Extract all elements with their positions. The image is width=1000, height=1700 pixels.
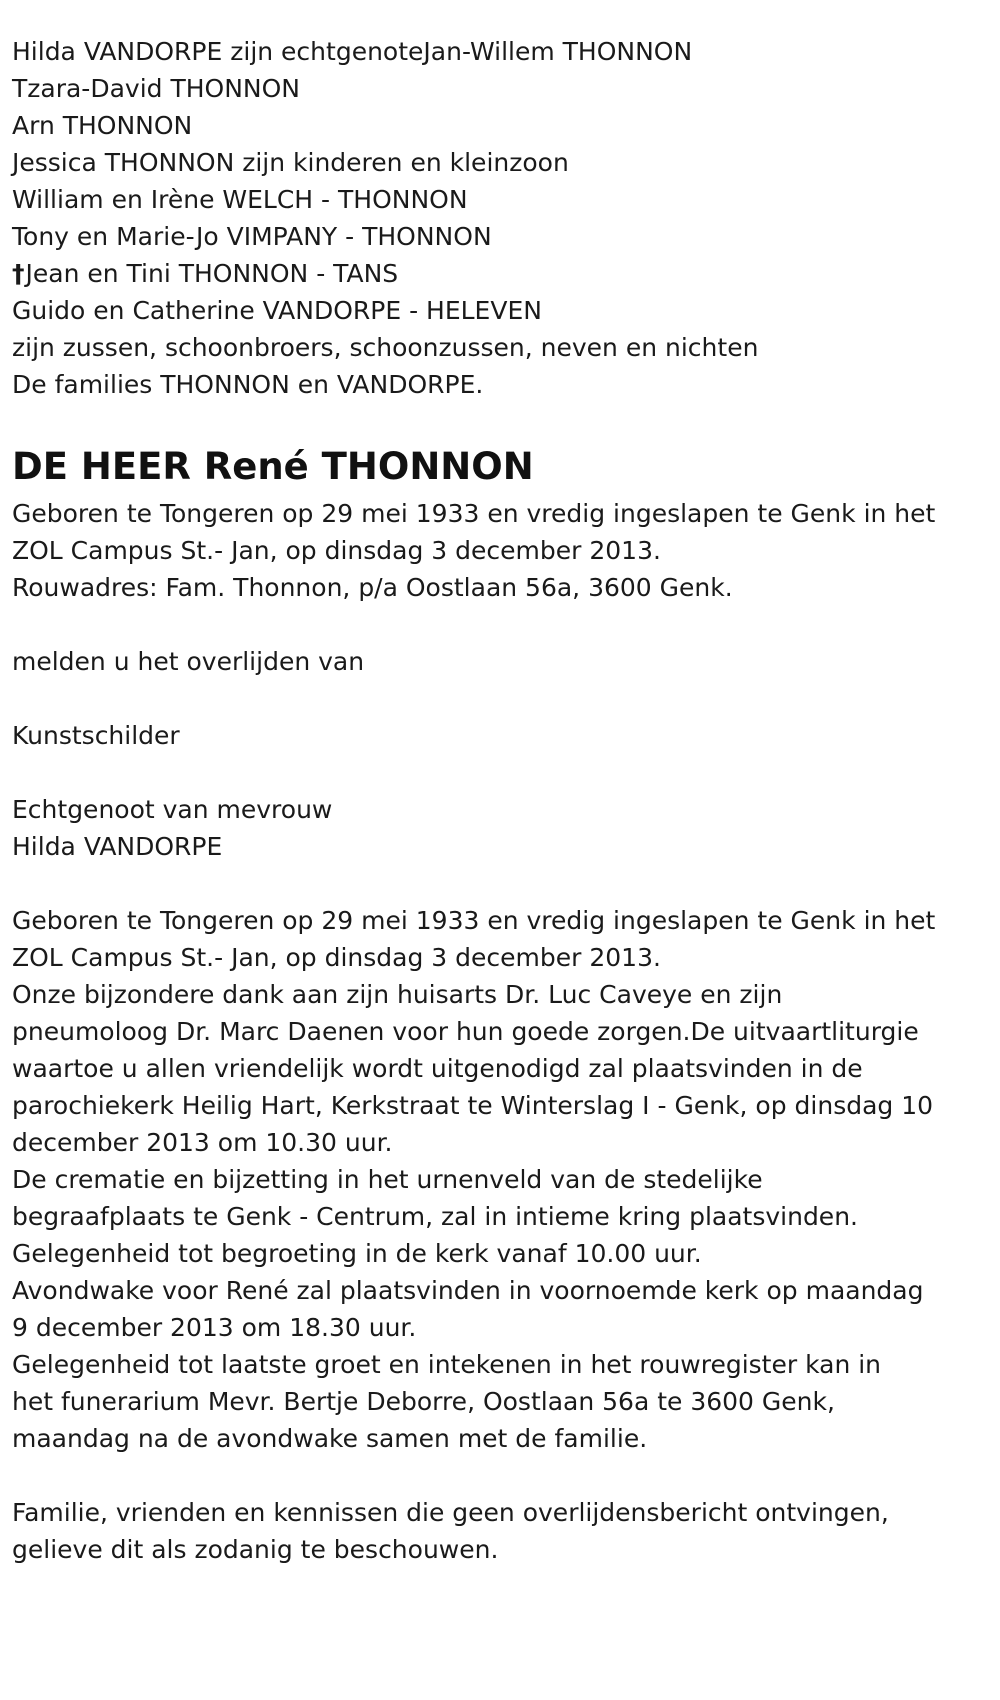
spacer [12,754,1000,791]
deceased-summary [12,495,1000,606]
details-line: pneumoloog Dr. Marc Daenen voor hun goede zorgen.De uitvaartliturgie [12,1017,919,1046]
family-line: William en Irène WELCH - THONNON [12,185,468,214]
details-line: ZOL Campus St.- Jan, op dinsdag 3 december 2013. [12,943,661,972]
details-line: het funerarium Mevr. Bertje Deborre, Oostlaan 56a te 3600 Genk, [12,1387,835,1416]
family-line: Arn THONNON [12,111,193,140]
spouse-label: Echtgenoot van mevrouw [12,795,333,824]
details-line: Geboren te Tongeren op 29 mei 1933 en vredig ingeslapen te Genk in het [12,906,936,935]
details-line: Gelegenheid tot begroeting in de kerk vanaf 10.00 uur. [12,1239,702,1268]
spacer [12,865,1000,902]
details-line: waartoe u allen vriendelijk wordt uitgenodigd zal plaatsvinden in de [12,1054,863,1083]
family-line: zijn zussen, schoonbroers, schoonzussen, neven en nichten [12,333,759,362]
mourning-address: Rouwadres: Fam. Thonnon, p/a Oostlaan 56a, 3600 Genk. [12,573,733,602]
details-line: De crematie en bijzetting in het urnenveld van de stedelijke [12,1165,763,1194]
family-line: Jessica THONNON zijn kinderen en kleinzoon [12,148,569,177]
family-line: Hilda VANDORPE zijn echtgenoteJan-Willem THONNON [12,37,693,66]
spacer [12,606,1000,643]
spouse-block [12,791,1000,865]
family-list [12,33,1000,403]
announcement [12,643,1000,680]
spouse-name: Hilda VANDORPE [12,832,223,861]
cross-icon: † [12,259,25,288]
details-line: Avondwake voor René zal plaatsvinden in voornoemde kerk op maandag [12,1276,924,1305]
closing-line: Familie, vrienden en kennissen die geen overlijdensbericht ontvingen, [12,1498,889,1527]
details-line: begraafplaats te Genk - Centrum, zal in intieme kring plaatsvinden. [12,1202,858,1231]
details-block [12,902,1000,1457]
closing-block [12,1494,1000,1568]
closing-line: gelieve dit als zodanig te beschouwen. [12,1535,499,1564]
details-line: maandag na de avondwake samen met de familie. [12,1424,648,1453]
announcement-text: melden u het overlijden van [12,647,365,676]
family-line: De families THONNON en VANDORPE. [12,370,484,399]
birth-death-line: Geboren te Tongeren op 29 mei 1933 en vredig ingeslapen te Genk in het [12,499,936,528]
details-line: parochiekerk Heilig Hart, Kerkstraat te Winterslag I - Genk, op dinsdag 10 [12,1091,934,1120]
birth-death-line: ZOL Campus St.- Jan, op dinsdag 3 december 2013. [12,536,661,565]
family-line: Tony en Marie-Jo VIMPANY - THONNON [12,222,492,251]
family-line-deceased [12,255,1000,292]
spacer [12,680,1000,717]
details-line: december 2013 om 10.30 uur. [12,1128,393,1157]
family-line: Tzara-David THONNON [12,74,300,103]
profession-text: Kunstschilder [12,721,180,750]
deceased-title: DE HEER René THONNON [12,445,534,488]
details-line: Gelegenheid tot laatste groet en intekenen in het rouwregister kan in [12,1350,882,1379]
details-line: Onze bijzondere dank aan zijn huisarts Dr. Luc Caveye en zijn [12,980,783,1009]
family-line: Guido en Catherine VANDORPE - HELEVEN [12,296,542,325]
spacer [12,1457,1000,1494]
profession [12,717,1000,754]
family-line-text: Jean en Tini THONNON - TANS [25,259,399,288]
details-line: 9 december 2013 om 18.30 uur. [12,1313,417,1342]
